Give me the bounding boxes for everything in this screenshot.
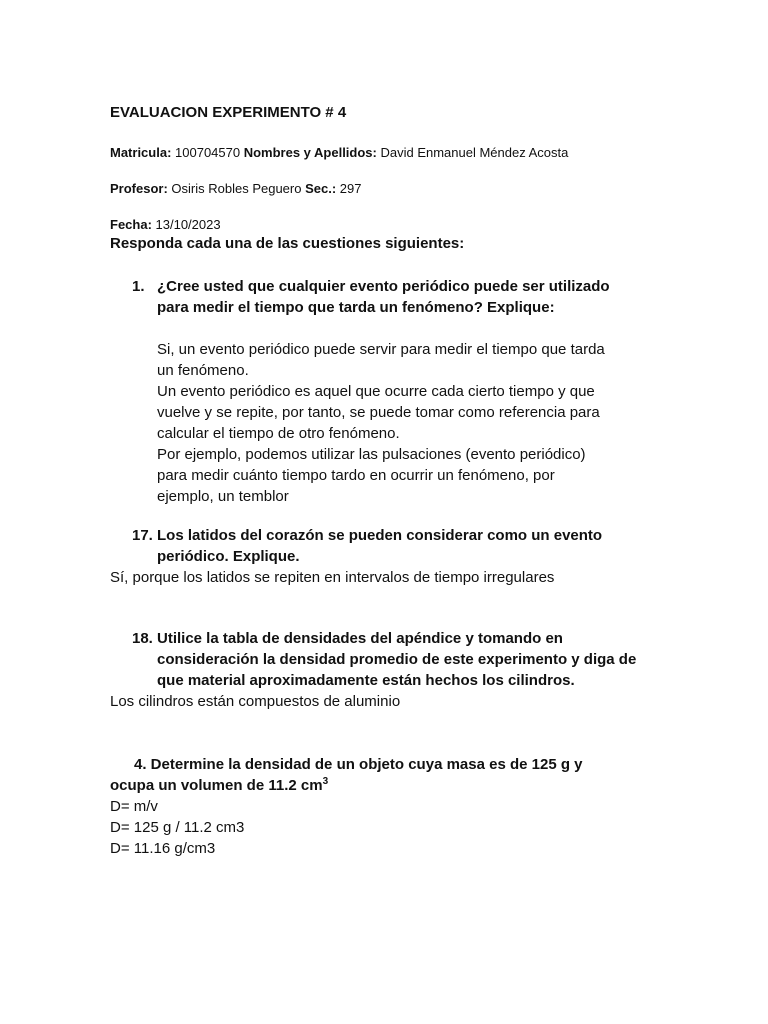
question-18-number: 18. <box>132 630 153 647</box>
question-17-line: Los latidos del corazón se pueden considerar como un evento <box>157 527 603 544</box>
question-17-text <box>157 525 677 567</box>
answer-1-line: Un evento periódico es aquel que ocurre cada cierto tiempo y que <box>157 383 595 400</box>
matricula-label: Matricula: <box>110 145 172 160</box>
document-title: EVALUACION EXPERIMENTO # 4 <box>110 104 347 121</box>
fecha-value: 13/10/2023 <box>151 217 221 232</box>
instructions: Responda cada una de las cuestiones siguientes: <box>110 235 465 252</box>
calculation-line: D= m/v <box>110 798 158 815</box>
calculation-line: D= 11.16 g/cm3 <box>110 840 216 857</box>
question-4-line-1: 4. Determine la densidad de un objeto cuya masa es de 125 g y <box>134 756 583 773</box>
answer-1-line: ejemplo, un temblor <box>157 488 289 505</box>
question-4-line <box>110 775 670 796</box>
question-18-line: Utilice la tabla de densidades del apéndice y tomando en <box>157 630 563 647</box>
profesor-value: Osiris Robles Peguero <box>167 181 306 196</box>
superscript-three: 3 <box>322 776 329 787</box>
question-4-line-2: ocupa un volumen de 11.2 cm <box>110 777 323 794</box>
question-1-line: ¿Cree usted que cualquier evento periódico puede ser utilizado <box>157 278 610 295</box>
sec-value: 297 <box>336 181 362 196</box>
question-18-text <box>157 628 687 691</box>
student-info-line <box>110 145 568 160</box>
question-1-text <box>157 276 677 318</box>
sec-label: Sec.: <box>305 181 337 196</box>
answer-1-line: calcular el tiempo de otro fenómeno. <box>157 425 400 442</box>
date-info-line <box>110 217 221 232</box>
question-1-number: 1. <box>132 278 145 295</box>
question-1-answer <box>157 339 677 507</box>
professor-info-line <box>110 181 361 196</box>
answer-1-line: Si, un evento periódico puede servir para medir el tiempo que tarda <box>157 341 605 358</box>
nombres-value: David Enmanuel Méndez Acosta <box>376 145 569 160</box>
profesor-label: Profesor: <box>110 181 168 196</box>
matricula-value: 100704570 <box>171 145 244 160</box>
question-18-answer: Los cilindros están compuestos de aluminio <box>110 693 401 710</box>
question-1-line: para medir el tiempo que tarda un fenómeno? Explique: <box>157 299 555 316</box>
answer-1-line: Por ejemplo, podemos utilizar las pulsaciones (evento periódico) <box>157 446 586 463</box>
question-17-answer: Sí, porque los latidos se repiten en intervalos de tiempo irregulares <box>110 569 555 586</box>
question-4-line <box>110 754 670 775</box>
question-17-line: periódico. Explique. <box>157 548 300 565</box>
fecha-label: Fecha: <box>110 217 152 232</box>
answer-1-line: vuelve y se repite, por tanto, se puede tomar como referencia para <box>157 404 600 421</box>
question-4-text <box>110 754 670 796</box>
question-17-number: 17. <box>132 527 153 544</box>
answer-1-line: para medir cuánto tiempo tardo en ocurrir un fenómeno, por <box>157 467 555 484</box>
calculation-line: D= 125 g / 11.2 cm3 <box>110 819 245 836</box>
question-18-line: que material aproximadamente están hechos los cilindros. <box>157 672 575 689</box>
question-18-line: consideración la densidad promedio de este experimento y diga de <box>157 651 637 668</box>
nombres-label: Nombres y Apellidos: <box>243 145 377 160</box>
answer-1-line: un fenómeno. <box>157 362 249 379</box>
